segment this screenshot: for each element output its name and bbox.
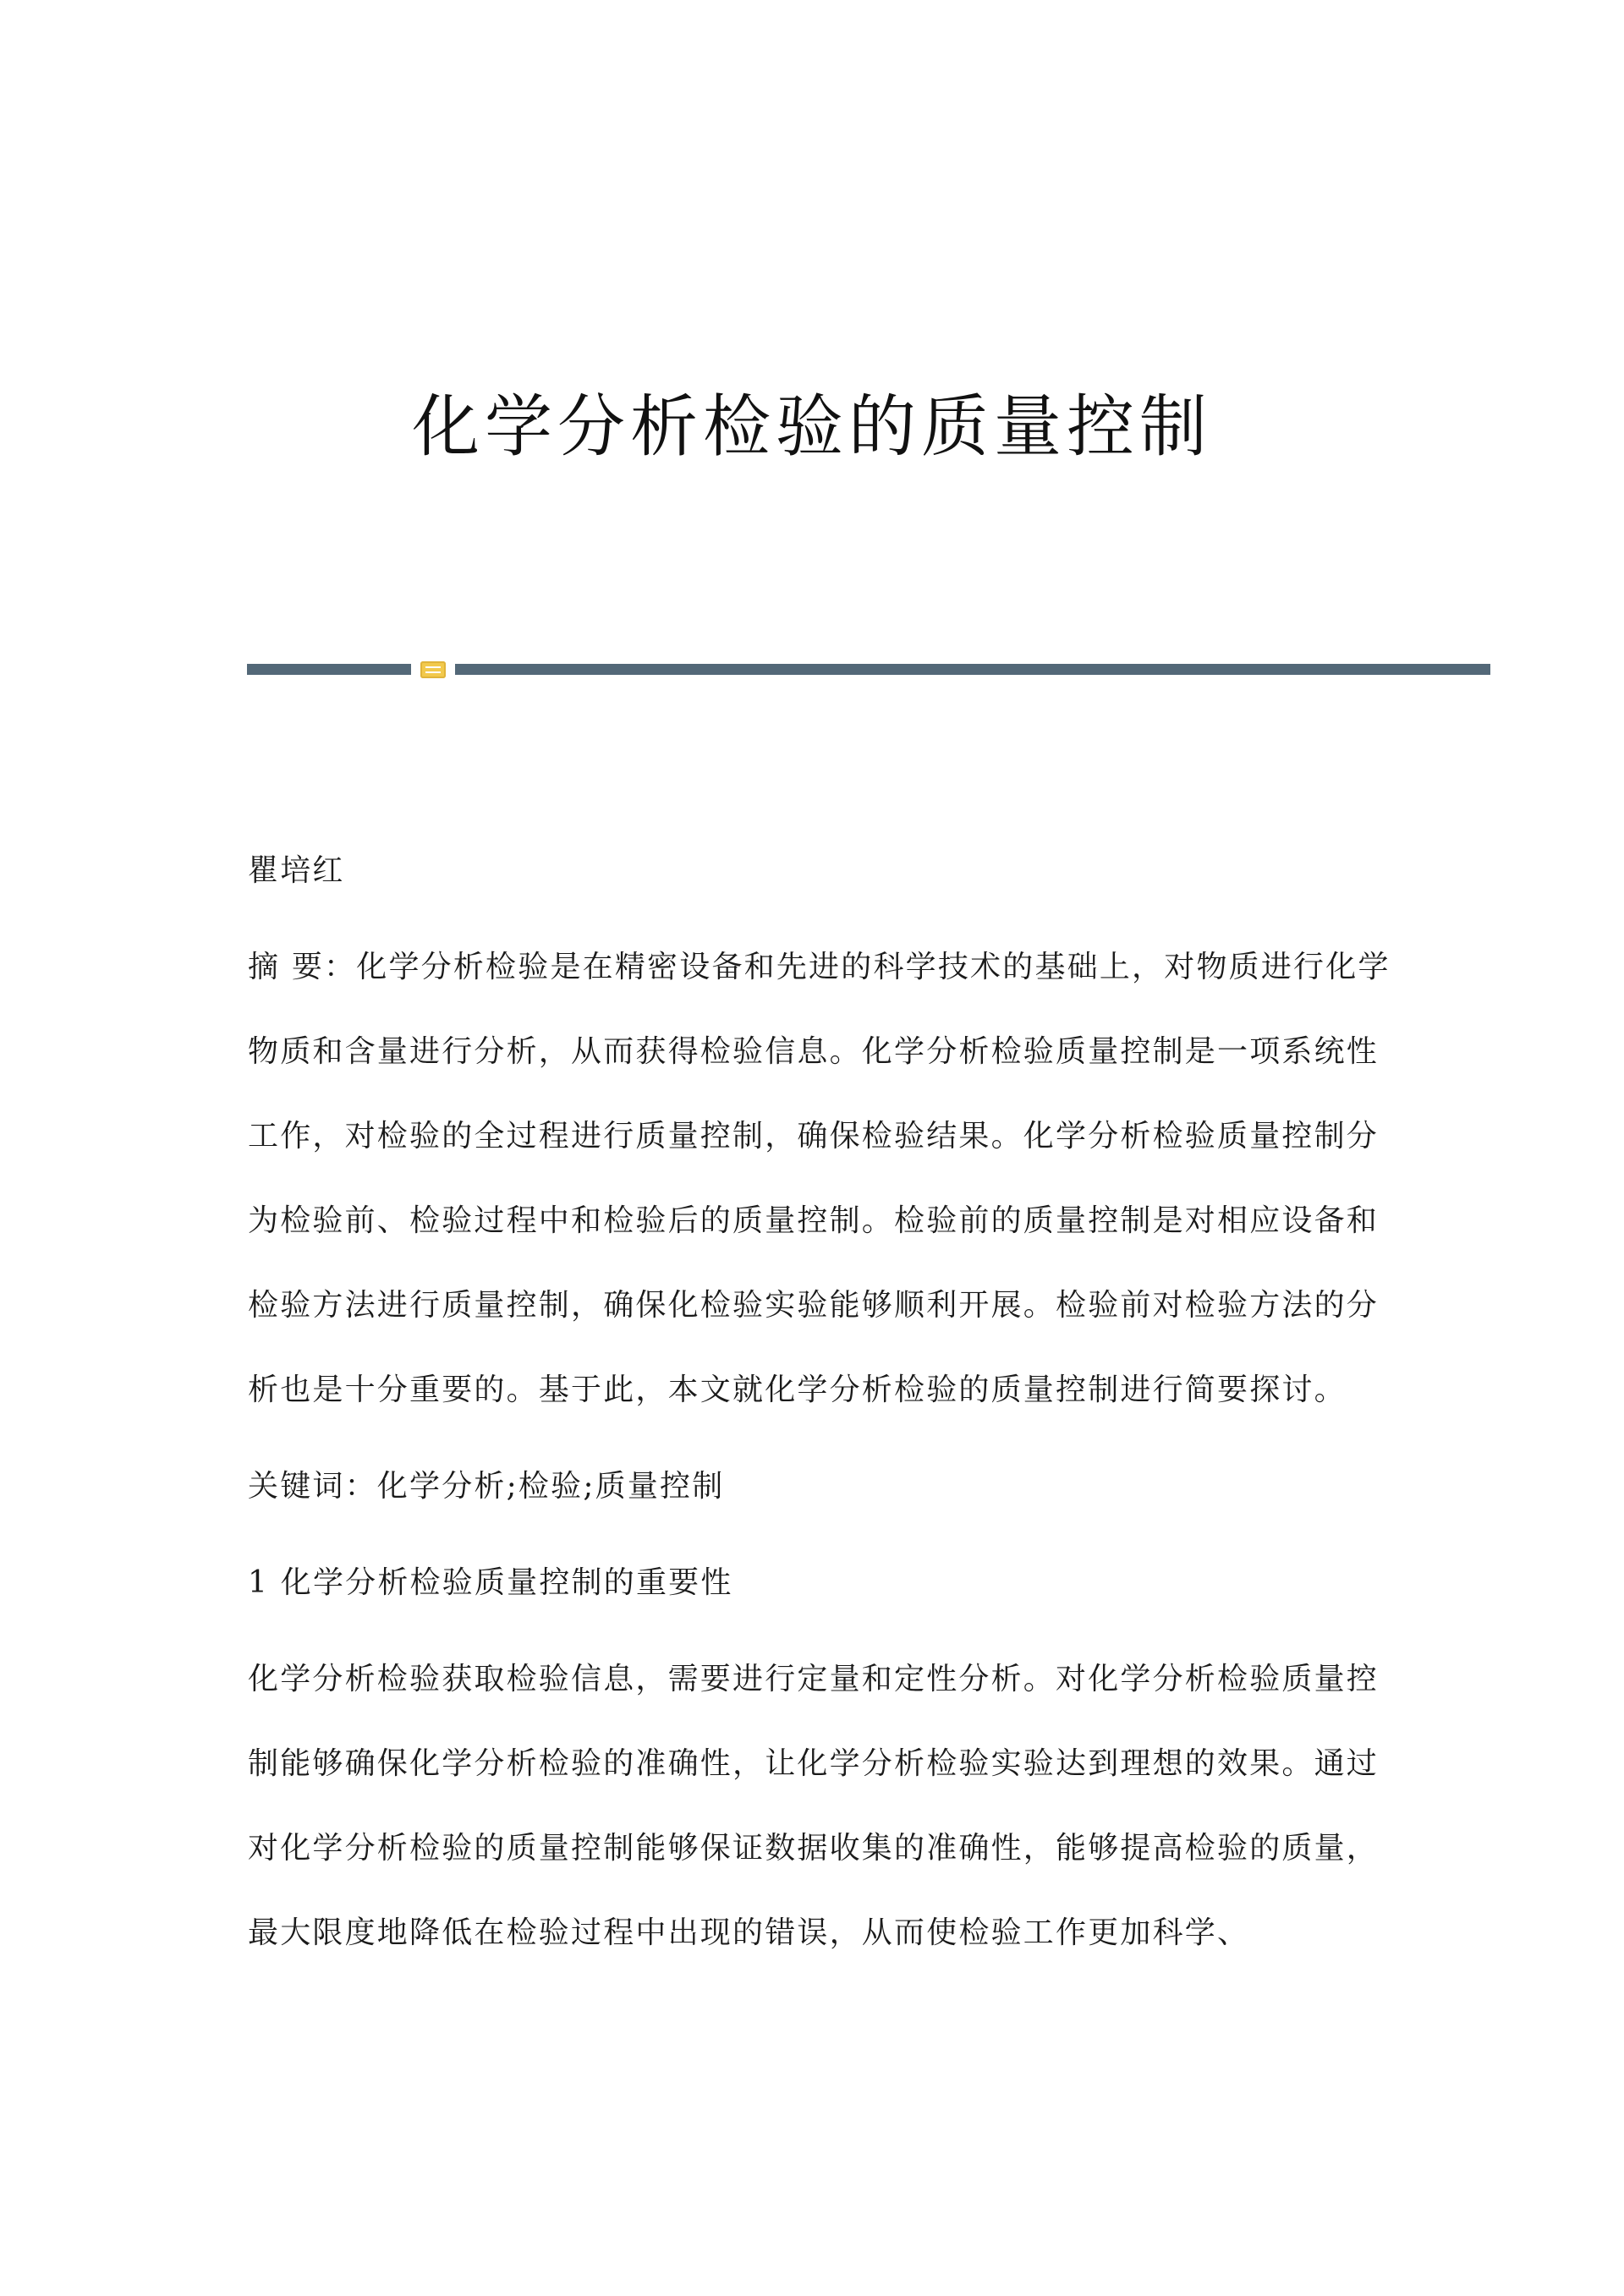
section-heading: 1 化学分析检验质量控制的重要性 [248, 1565, 733, 1600]
divider-bar-left [247, 664, 411, 675]
divider-emblem-icon [420, 661, 446, 678]
section-paragraph: 化学分析检验获取检验信息，需要进行定量和定性分析。对化学分析检验质量控制能够确保化学分析检验的准确性，让化学分析检验实验达到理想的效果。通过对化学分析检验的质量控制能够保证数据收集的准确性，能够提高检验的质量，最大限度地降低在检验过程中出现的错误，从而使检验工作更加科学、 [248, 1662, 1380, 1950]
keywords-line: 关键词：化学分析;检验;质量控制 [248, 1469, 725, 1504]
document-body [248, 829, 1398, 1987]
author-name: 瞿培红 [248, 853, 345, 888]
divider-bar-right [455, 664, 1490, 675]
title-divider [247, 661, 1490, 677]
document-title: 化学分析检验的质量控制 [412, 387, 1212, 466]
abstract-paragraph: 摘 要：化学分析检验是在精密设备和先进的科学技术的基础上，对物质进行化学物质和含量进行分析，从而获得检验信息。化学分析检验质量控制是一项系统性工作，对检验的全过程进行质量控制，确保检验结果。化学分析检验质量控制分为检验前、检验过程中和检验后的质量控制。检验前的质量控制是对相应设备和检验方法进行质量控制，确保化检验实验能够顺利开展。检验前对检验方法的分析也是十分重要的。基于此，本文就化学分析检验的质量控制进行简要探讨。 [248, 950, 1391, 1407]
